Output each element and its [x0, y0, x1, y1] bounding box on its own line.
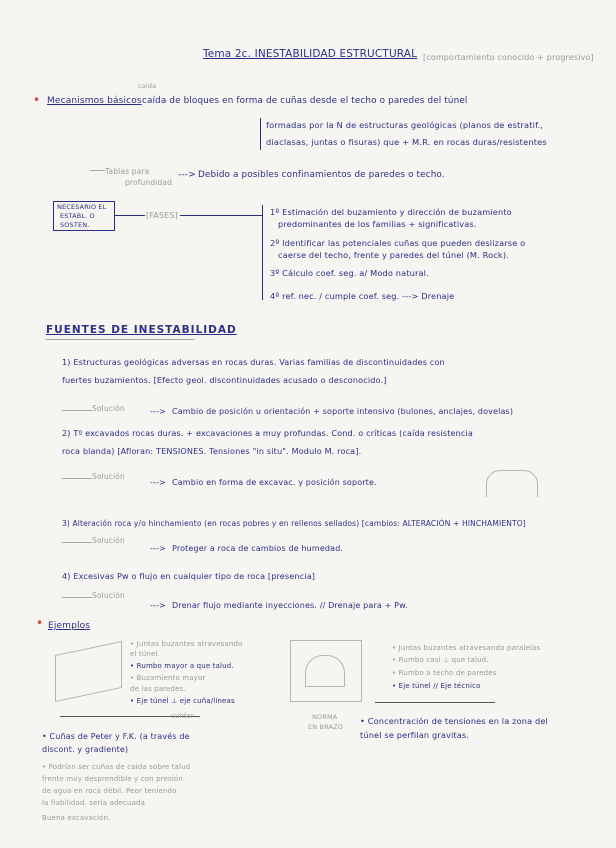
section2-heading: FUENTES DE INESTABILIDAD	[46, 324, 237, 336]
right-caption-2: EN BRAZO	[308, 723, 343, 731]
left-conclusion-7: Buena excavación.	[42, 814, 111, 822]
step-2b: caerse del techo, frente y paredes del túnel (M. Rock).	[278, 250, 509, 260]
left-note-1: • Juntas buzantes atravesando	[130, 640, 243, 648]
tunnel-sketch-right	[305, 655, 345, 687]
left-caption: cuidar	[171, 712, 194, 720]
item3-rule	[62, 542, 92, 543]
right-bracket	[375, 702, 495, 703]
section1-label: Mecanismos básicos	[47, 96, 142, 106]
item2-rule	[62, 478, 92, 479]
section1-annotation: caída	[138, 82, 157, 90]
arrow-icon: --->	[178, 170, 196, 180]
step-4: 4º ref. nec. / cumple coef. seg. ---> Drenaje	[270, 291, 455, 301]
step-2a: 2º Identificar las potenciales cuñas que pueden deslizarse o	[270, 238, 526, 248]
heading-rule	[45, 339, 195, 340]
page-title: Tema 2c. INESTABILIDAD ESTRUCTURAL	[203, 48, 418, 60]
page-subtitle: [comportamiento conocido + progresivo]	[423, 53, 594, 62]
item4-solution: Drenar flujo mediante inyecciones. // Drenaje para + Pw.	[172, 601, 408, 610]
item1-line2: fuertes buzamientos. [Efecto geol. discontinuidades acusado o desconocido.]	[62, 375, 387, 385]
left-note-4: • Buzamiento mayor	[130, 674, 206, 682]
right-note-1: • Juntas buzantes atravesando paralelas	[392, 644, 541, 652]
item1-solution: Cambio de posición u orientación + soporte intensivo (bulones, anclajes, dovelas)	[172, 407, 514, 416]
bullet-icon-2: •	[36, 616, 44, 630]
item4-solution-label: Solución	[92, 591, 125, 600]
step-1b: predominantes de los familias + significativas.	[278, 219, 477, 229]
item1-rule	[62, 410, 92, 411]
left-conclusion-3: • Podrían ser cuñas de caída sobre talud	[42, 763, 191, 771]
item1-line1: 1) Estructuras geológicas adversas en rocas duras. Varias familias de discontinuidades con	[62, 357, 445, 367]
connector-line-2	[180, 215, 262, 216]
right-note-4: • Eje túnel // Eje técnico	[392, 682, 481, 690]
item4-line1: 4) Excesivas Pw o flujo en cualquier tipo de roca [presencia]	[62, 571, 316, 581]
section1-line-1: caída de bloques en forma de cuñas desde el techo o paredes del túnel	[142, 96, 468, 106]
right-note-3: • Rumbo a techo de paredes	[392, 669, 497, 677]
item2-arrow: --->	[150, 478, 166, 487]
left-note-6: • Eje túnel ⊥ eje cuña/lineas	[130, 697, 235, 705]
item3-solution: Proteger a roca de cambios de humedad.	[172, 544, 344, 553]
item2-line1: 2) Tº excavados rocas duras. + excavaciones a muy profundas. Cond. o críticas (caída resistencia	[62, 428, 474, 438]
pencil-note-1: Tablas para	[105, 167, 150, 176]
box-phases: [FASES]	[146, 211, 178, 220]
step-3: 3º Cálculo coef. seg. a/ Modo natural.	[270, 268, 429, 278]
right-caption: NORMA	[312, 713, 338, 721]
left-conclusion-2: discont. y gradiente)	[42, 745, 129, 754]
item1-solution-label: Solución	[92, 404, 125, 413]
section1-line-2: formadas por la N de estructuras geológicas (planos de estratif.,	[266, 120, 544, 130]
bracket-line	[260, 118, 261, 150]
block-sketch-left	[55, 641, 122, 702]
left-note-2: el túnel.	[130, 650, 160, 658]
item2-line2: roca blanda) [Afloran: TENSIONES. Tensiones "in situ". Modulo M. roca].	[62, 446, 362, 456]
step-1a: 1º Estimación del buzamiento y dirección de buzamiento	[270, 207, 512, 217]
section1-arrow-text: Debido a posibles confinamientos de paredes o techo.	[198, 170, 445, 180]
left-conclusion-4: frente muy desprendible y con presión	[42, 775, 183, 783]
steps-bracket	[262, 205, 263, 300]
section1-line-3: diaclasas, juntas o fisuras) que + M.R. en rocas duras/resistentes	[266, 137, 547, 147]
pencil-sketch	[486, 470, 538, 497]
box-label-1: NECESARIO EL	[57, 203, 107, 211]
item4-rule	[62, 597, 92, 598]
item4-arrow: --->	[150, 601, 166, 610]
left-note-3: • Rumbo mayor a que talud.	[130, 662, 234, 670]
left-conclusion-1: • Cuñas de Peter y F.K. (a través de	[42, 732, 190, 741]
right-note-2: • Rumbo casi ⊥ que talud.	[392, 656, 489, 664]
left-conclusion-5: de agua en roca débil. Peor teniendo	[42, 787, 177, 795]
right-conclusion-1: • Concentración de tensiones en la zona del	[360, 716, 548, 726]
item2-solution-label: Solución	[92, 472, 125, 481]
bullet-icon: •	[33, 93, 41, 107]
section3-heading: Ejemplos	[48, 621, 91, 631]
pencil-note-2: profundidad	[125, 178, 173, 187]
pencil-line	[90, 170, 105, 171]
item3-line1: 3) Alteración roca y/o hinchamiento (en rocas pobres y en rellenos sellados) [cambios: ALTERACIÓN + HINCHAMIENTO]	[62, 519, 526, 528]
left-note-5: de las paredes.	[130, 685, 186, 693]
connector-line	[115, 215, 145, 216]
item3-solution-label: Solución	[92, 536, 125, 545]
box-label-2: ESTABL. O	[60, 212, 95, 220]
item2-solution: Cambio en forma de excavac. y posición soporte.	[172, 478, 377, 487]
box-label-3: SOSTEN.	[60, 221, 90, 229]
item1-arrow: --->	[150, 407, 166, 416]
right-conclusion-2: túnel se perfilan gravitas.	[360, 730, 470, 740]
left-conclusion-6: la fiabilidad. sería adecuada	[42, 799, 146, 807]
item3-arrow: --->	[150, 544, 166, 553]
